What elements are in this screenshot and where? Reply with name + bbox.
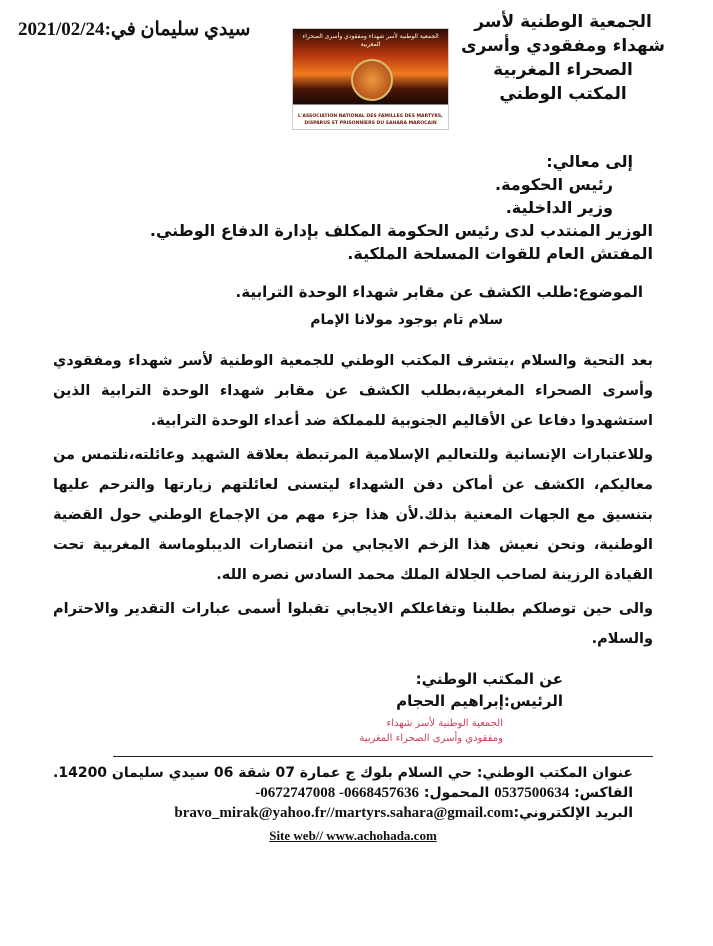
paragraph: والى حين توصلكم بطلبنا وتفاعلكم الايجابي تقبلوا أسمى عبارات التقدير والاحترام والسلام.: [53, 601, 653, 647]
fax-label: الفاكس:: [574, 785, 633, 801]
email-label: البريد الإلكتروني:: [513, 805, 633, 821]
paragraph: وللاعتبارات الإنسانية وللتعاليم الإسلامية المرتبطة بعلاقة الشهيد وعائلته،نلتمس من معاليكم، الكشف عن أماكن دفن الشهداء ليتسنى لعائلتهم زيارتها والترحم عليها بتنسيق مع الجهات المعنية بذلك.لأن هذا جزء مهم من الإجماع الوطني حول القضية الوطنية، ونحن نعيش هذا الزخم الايجابي من انتصارات الديبلوماسة المغربية تحت القيادة الرزينة لصاحب الجلالة الملك محمد السادس نصره الله.: [53, 447, 653, 583]
stamp-line: الجمعية الوطنية لأسر شهداء: [386, 718, 503, 729]
logo-french-text: L'ASSOCIATION NATIONAL DES FAMILLES DES MARTYRS, DISPARUS ET PRISONNIERS DU SAHARA MAROCAIN: [298, 114, 443, 126]
mobile-label: المحمول:: [423, 785, 490, 801]
footer-divider: [113, 756, 653, 757]
date-line: سيدي سليمان في:2021/02/24: [18, 19, 251, 40]
addressee: رئيس الحكومة.: [495, 175, 613, 194]
email-addresses[interactable]: bravo_mirak@yahoo.fr//martyrs.sahara@gmail.com: [174, 805, 514, 821]
addressees: [53, 150, 653, 265]
org-line: الصحراء المغربية: [493, 60, 633, 80]
greeting: سلام تام بوجود مولانا الإمام: [310, 312, 503, 328]
mobile-numbers: -0672747008 -0668457636: [255, 785, 419, 801]
address: عنوان المكتب الوطني: حي السلام بلوك ج عمارة 07 شقة 06 سيدي سليمان 14200.: [53, 765, 633, 781]
signature-from: عن المكتب الوطني:: [415, 670, 563, 688]
website-line: [53, 825, 653, 844]
subject-line: الموضوع:طلب الكشف عن مقابر شهداء الوحدة الترابية.: [235, 283, 643, 301]
org-line: المكتب الوطني: [499, 84, 627, 104]
addressee: المفتش العام للقوات المسلحة الملكية.: [347, 244, 653, 263]
addressee: وزير الداخلية.: [505, 198, 613, 217]
emblem-icon: [351, 59, 393, 101]
phone-line: [53, 783, 633, 803]
letter-body: [53, 346, 653, 654]
email-line: [53, 803, 633, 823]
signature-block: [53, 668, 653, 712]
logo-arabic-text: الجمعية الوطنية لأسر شهداء ومفقودي وأسرى الصحراء المغربية: [302, 33, 439, 48]
org-line: الجمعية الوطنية لأسر: [474, 12, 652, 32]
fax-number: 0537500634: [494, 785, 570, 801]
official-stamp: [53, 716, 653, 746]
stamp-line: ومفقودي وأسرى الصحراء المغربية: [359, 733, 503, 744]
footer-contact: [53, 763, 653, 823]
letter-content: [53, 280, 653, 844]
website-link[interactable]: Site web// www.achohada.com: [269, 828, 437, 843]
paragraph: بعد التحية والسلام ،يتشرف المكتب الوطني للجمعية الوطنية لأسر شهداء ومفقودي وأسرى الصحراء المغربية،بطلب الكشف عن مقابر شهداء الوحدة الترابية الذين استشهدوا دفاعا عن الأقاليم الجنوبية للمملكة ضد أعداء الوحدة الترابية.: [53, 353, 653, 429]
org-line: شهداء ومفقودي وأسرى: [461, 36, 665, 56]
organization-header: [448, 10, 678, 106]
association-logo: [292, 28, 449, 130]
signature-president: الرئيس:إبراهيم الحجام: [396, 692, 563, 710]
addressee-intro: إلى معالي:: [546, 152, 633, 171]
addressee: الوزير المنتدب لدى رئيس الحكومة المكلف بإدارة الدفاع الوطني.: [149, 221, 653, 240]
